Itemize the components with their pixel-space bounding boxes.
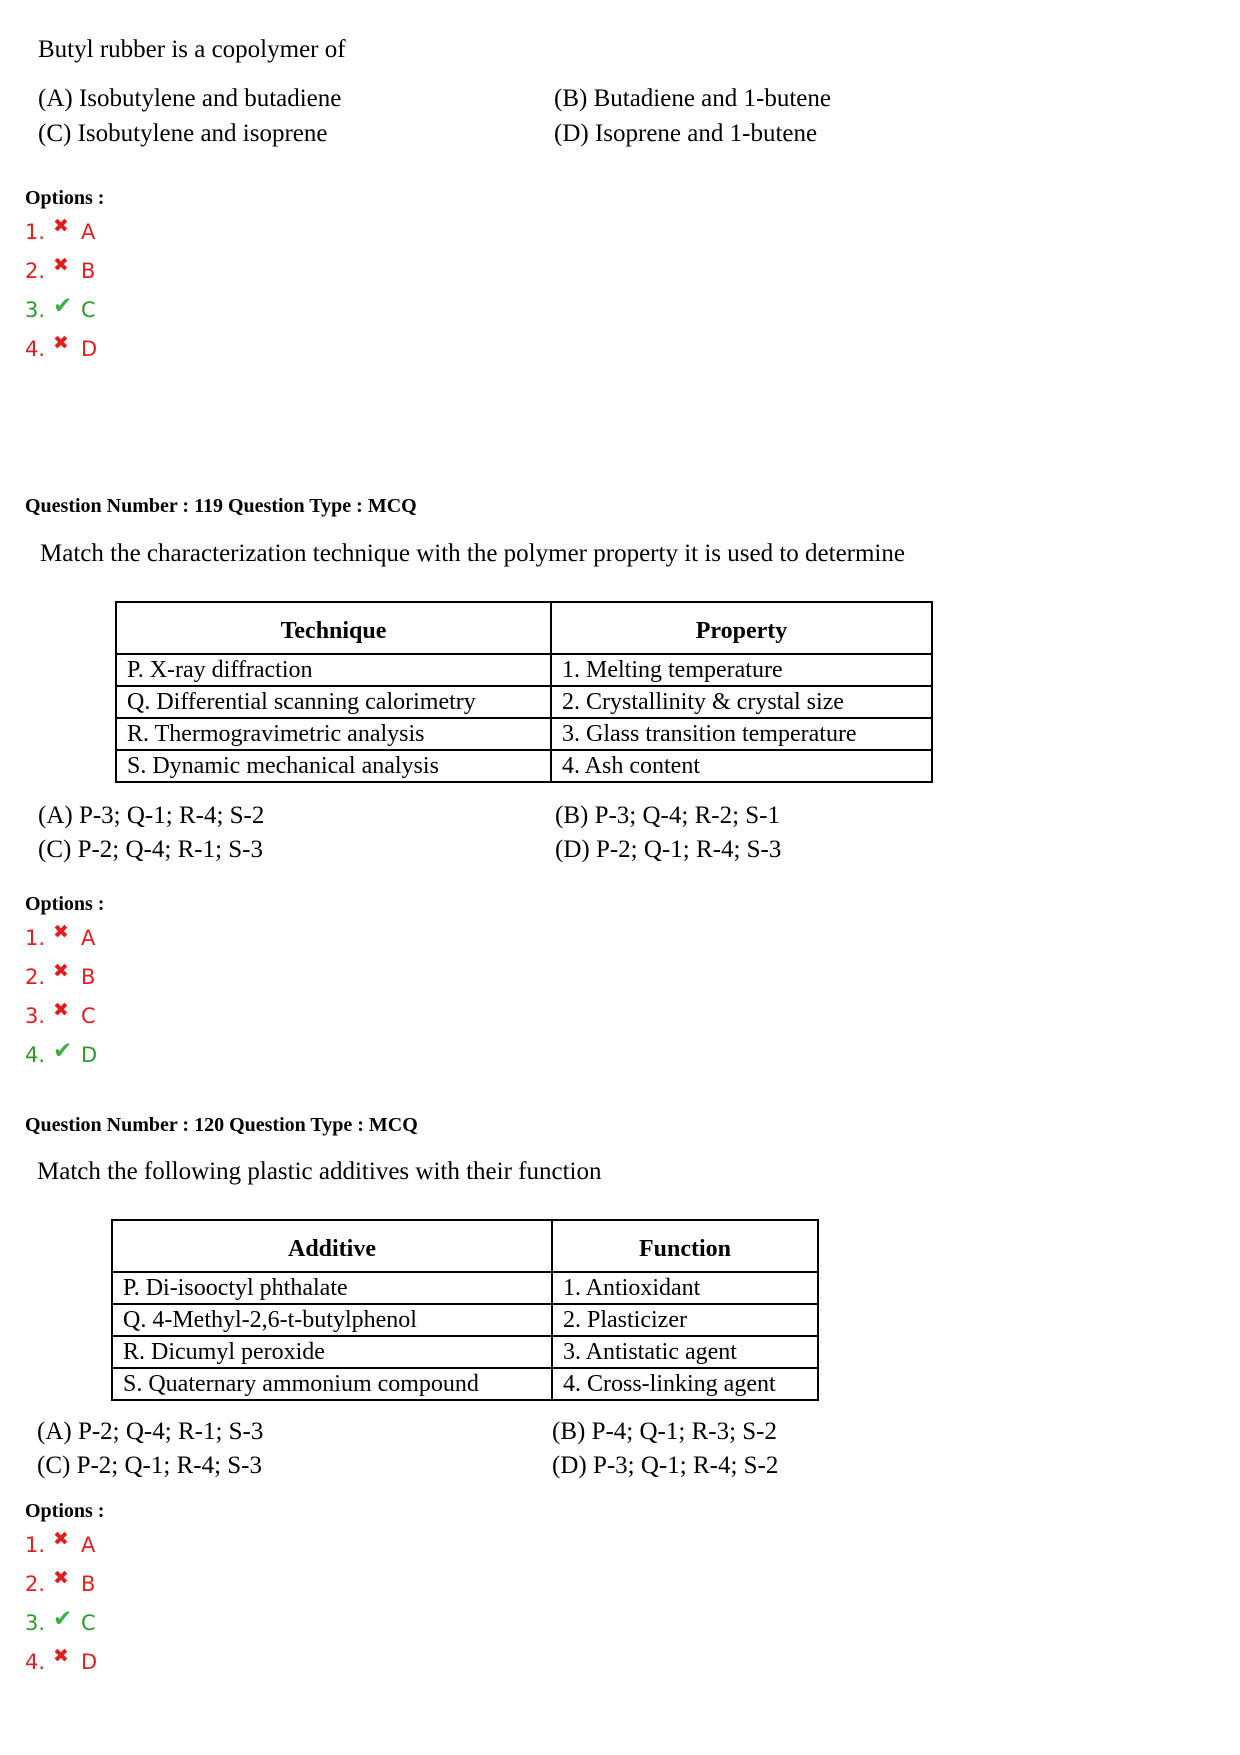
options-list bbox=[25, 217, 97, 364]
cross-icon: ✖ bbox=[53, 1645, 69, 1667]
table-cell: 4. Ash content bbox=[551, 750, 932, 782]
table-cell: P. Di-isooctyl phthalate bbox=[112, 1272, 552, 1304]
table-cell: 3. Glass transition temperature bbox=[551, 718, 932, 750]
option-number: 1. bbox=[25, 1533, 46, 1557]
option-item bbox=[25, 334, 97, 364]
option-item bbox=[25, 295, 97, 325]
option-number: 4. bbox=[25, 337, 46, 361]
question-header: Question Number : 119 Question Type : MCQ bbox=[25, 495, 417, 517]
table-row bbox=[116, 654, 932, 686]
option-label: B bbox=[81, 965, 96, 989]
cross-icon: ✖ bbox=[53, 1528, 69, 1550]
table-row bbox=[112, 1272, 818, 1304]
option-label: B bbox=[81, 259, 96, 283]
option-number: 1. bbox=[25, 220, 46, 244]
table-row bbox=[116, 686, 932, 718]
options-label: Options : bbox=[25, 187, 105, 209]
table-row bbox=[116, 718, 932, 750]
table-row bbox=[112, 1304, 818, 1336]
option-label: C bbox=[81, 298, 96, 322]
table-row bbox=[112, 1368, 818, 1400]
table-header-row bbox=[116, 602, 932, 654]
option-label: D bbox=[81, 1043, 98, 1067]
choice-b: (B) P-3; Q-4; R-2; S-1 bbox=[555, 802, 780, 829]
option-item bbox=[25, 1608, 97, 1638]
options-list bbox=[25, 923, 97, 1070]
check-icon: ✔ bbox=[53, 1606, 73, 1632]
question-header: Question Number : 120 Question Type : MCQ bbox=[25, 1114, 418, 1136]
choice-a: (A) Isobutylene and butadiene bbox=[38, 85, 342, 112]
table-cell: 4. Cross-linking agent bbox=[552, 1368, 818, 1400]
option-item bbox=[25, 923, 97, 953]
options-label: Options : bbox=[25, 893, 105, 915]
table-cell: R. Dicumyl peroxide bbox=[112, 1336, 552, 1368]
cross-icon: ✖ bbox=[53, 921, 69, 943]
question-text: Match the following plastic additives with their function bbox=[37, 1158, 602, 1185]
option-label: A bbox=[81, 220, 96, 244]
option-item bbox=[25, 1569, 97, 1599]
option-item bbox=[25, 256, 97, 286]
choice-d: (D) Isoprene and 1-butene bbox=[554, 120, 818, 147]
choice-a: (A) P-2; Q-4; R-1; S-3 bbox=[37, 1418, 264, 1445]
table-cell: S. Dynamic mechanical analysis bbox=[116, 750, 551, 782]
choice-c: (C) Isobutylene and isoprene bbox=[38, 120, 328, 147]
option-item bbox=[25, 1530, 97, 1560]
table-cell: Q. Differential scanning calorimetry bbox=[116, 686, 551, 718]
table-row bbox=[112, 1336, 818, 1368]
option-number: 3. bbox=[25, 1611, 46, 1635]
option-number: 3. bbox=[25, 1004, 46, 1028]
cross-icon: ✖ bbox=[53, 1567, 69, 1589]
choice-a: (A) P-3; Q-1; R-4; S-2 bbox=[38, 802, 265, 829]
table-cell: R. Thermogravimetric analysis bbox=[116, 718, 551, 750]
option-number: 2. bbox=[25, 259, 46, 283]
option-item bbox=[25, 1001, 97, 1031]
cross-icon: ✖ bbox=[53, 215, 69, 237]
table-row bbox=[116, 750, 932, 782]
choice-d: (D) P-2; Q-1; R-4; S-3 bbox=[555, 836, 782, 863]
option-label: A bbox=[81, 926, 96, 950]
choice-c: (C) P-2; Q-4; R-1; S-3 bbox=[38, 836, 263, 863]
table-cell: 3. Antistatic agent bbox=[552, 1336, 818, 1368]
question-text: Butyl rubber is a copolymer of bbox=[38, 36, 346, 63]
table-header-technique: Technique bbox=[116, 602, 551, 654]
table-header-row bbox=[112, 1220, 818, 1272]
choice-d: (D) P-3; Q-1; R-4; S-2 bbox=[552, 1452, 779, 1479]
option-number: 4. bbox=[25, 1043, 46, 1067]
option-number: 2. bbox=[25, 965, 46, 989]
option-label: D bbox=[81, 337, 98, 361]
option-item bbox=[25, 1040, 97, 1070]
option-number: 1. bbox=[25, 926, 46, 950]
check-icon: ✔ bbox=[53, 293, 73, 319]
option-item bbox=[25, 1647, 97, 1677]
table-cell: 2. Crystallinity & crystal size bbox=[551, 686, 932, 718]
option-number: 3. bbox=[25, 298, 46, 322]
choice-b: (B) Butadiene and 1-butene bbox=[554, 85, 831, 112]
cross-icon: ✖ bbox=[53, 254, 69, 276]
table-header-additive: Additive bbox=[112, 1220, 552, 1272]
options-label: Options : bbox=[25, 1500, 105, 1522]
option-label: C bbox=[81, 1004, 96, 1028]
option-label: C bbox=[81, 1611, 96, 1635]
match-table bbox=[115, 601, 933, 783]
table-header-function: Function bbox=[552, 1220, 818, 1272]
table-cell: 1. Antioxidant bbox=[552, 1272, 818, 1304]
option-item bbox=[25, 217, 97, 247]
table-cell: 1. Melting temperature bbox=[551, 654, 932, 686]
table-cell: 2. Plasticizer bbox=[552, 1304, 818, 1336]
choice-b: (B) P-4; Q-1; R-3; S-2 bbox=[552, 1418, 777, 1445]
option-item bbox=[25, 962, 97, 992]
match-table bbox=[111, 1219, 819, 1401]
option-label: A bbox=[81, 1533, 96, 1557]
options-list bbox=[25, 1530, 97, 1677]
table-cell: P. X-ray diffraction bbox=[116, 654, 551, 686]
table-cell: S. Quaternary ammonium compound bbox=[112, 1368, 552, 1400]
question-text: Match the characterization technique with the polymer property it is used to determine bbox=[40, 540, 905, 567]
option-label: B bbox=[81, 1572, 96, 1596]
table-cell: Q. 4-Methyl-2,6-t-butylphenol bbox=[112, 1304, 552, 1336]
option-number: 4. bbox=[25, 1650, 46, 1674]
table-header-property: Property bbox=[551, 602, 932, 654]
choice-c: (C) P-2; Q-1; R-4; S-3 bbox=[37, 1452, 262, 1479]
cross-icon: ✖ bbox=[53, 999, 69, 1021]
cross-icon: ✖ bbox=[53, 332, 69, 354]
check-icon: ✔ bbox=[53, 1038, 73, 1064]
cross-icon: ✖ bbox=[53, 960, 69, 982]
option-number: 2. bbox=[25, 1572, 46, 1596]
option-label: D bbox=[81, 1650, 98, 1674]
